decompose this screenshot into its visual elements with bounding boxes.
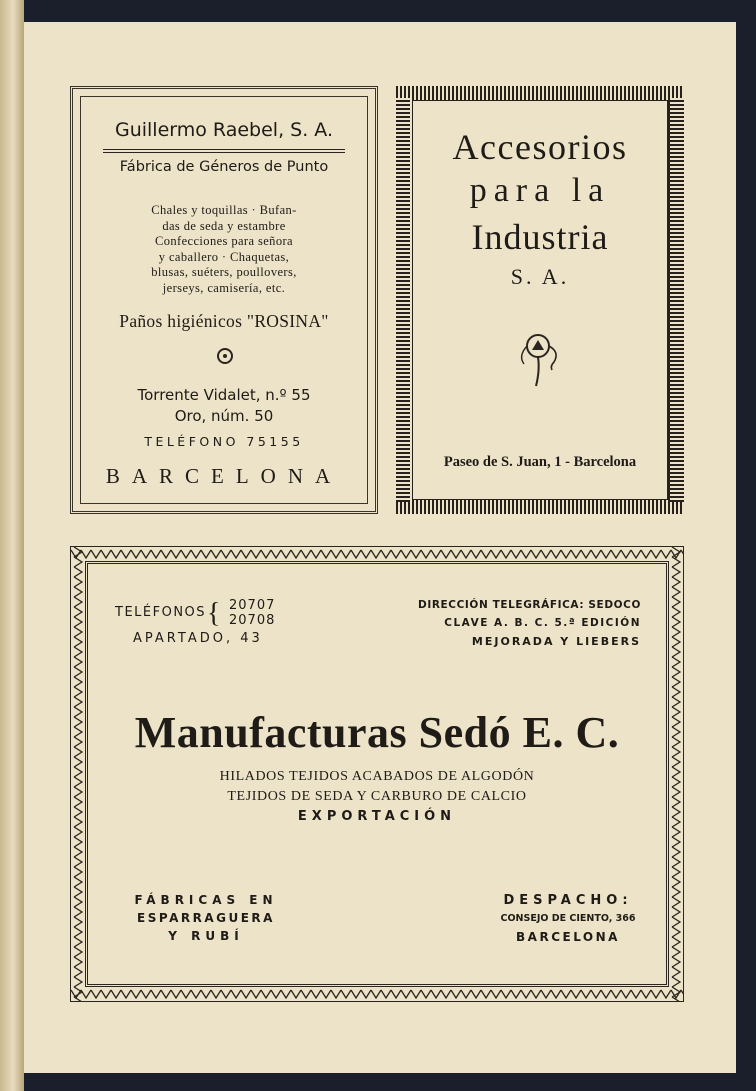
- sedo-phones-label: TELÉFONOS: [115, 605, 207, 620]
- raebel-company: Guillermo Raebel, S. A.: [114, 119, 333, 141]
- raebel-product-line: blusas, suéters, poullovers,: [151, 265, 297, 280]
- hatched-border-left: [396, 98, 410, 502]
- sedo-export: EXPORTACIÓN: [297, 809, 457, 824]
- raebel-city: BARCELONA: [105, 464, 343, 488]
- accesorios-address: Paseo de S. Juan, 1 - Barcelona: [443, 454, 637, 470]
- company-emblem-icon: [514, 330, 566, 388]
- sedo-mejorada: MEJORADA Y LIEBERS: [471, 635, 641, 648]
- raebel-address2: Oro, núm. 50: [174, 407, 274, 425]
- zigzag-border-bottom: [71, 989, 683, 999]
- accesorios-line3: Industria: [471, 217, 609, 257]
- sedo-phone1: 20707: [229, 598, 276, 613]
- sedo-despacho2: CONSEJO DE CIENTO, 366: [500, 913, 636, 924]
- brace-icon: {: [207, 598, 221, 629]
- sedo-despacho3: BARCELONA: [516, 930, 620, 944]
- raebel-product-line: y caballero · Chaquetas,: [158, 249, 290, 264]
- raebel-rule: [103, 149, 345, 153]
- sedo-company: Manufacturas Sedó E. C.: [134, 708, 620, 757]
- advert-accesorios: [396, 86, 684, 514]
- sedo-fabricas1: FÁBRICAS EN: [134, 893, 278, 907]
- sedo-clave: CLAVE A. B. C. 5.ª EDICIÓN: [444, 617, 641, 629]
- raebel-products: [73, 203, 375, 297]
- zigzag-border-top: [71, 549, 683, 559]
- sedo-apartado: APARTADO, 43: [133, 631, 263, 646]
- book-spine: [0, 0, 24, 1091]
- raebel-brand: Paños higiénicos "ROSINA": [119, 311, 329, 331]
- raebel-product-line: das de seda y estambre: [162, 218, 286, 233]
- sedo-despacho1: DESPACHO:: [503, 893, 633, 908]
- sedo-fabricas2: ESPARRAGUERA: [137, 911, 275, 925]
- raebel-subtitle: Fábrica de Géneros de Punto: [119, 159, 329, 175]
- sedo-line2: TEJIDOS DE SEDA Y CARBURO DE CALCIO: [227, 789, 527, 804]
- advert-raebel: [70, 86, 378, 514]
- accesorios-line4: S. A.: [510, 264, 570, 289]
- hatched-border-right: [670, 98, 684, 502]
- sedo-telegraph: DIRECCIÓN TELEGRÁFICA: SEDOCO: [418, 599, 641, 611]
- raebel-product-line: Confecciones para señora: [154, 234, 293, 249]
- sedo-fabricas3: Y RUBÍ: [168, 929, 244, 943]
- accesorios-line2: para la: [469, 172, 611, 209]
- sedo-line1: HILADOS TEJIDOS ACABADOS DE ALGODÓN: [219, 769, 535, 784]
- raebel-product-line: jerseys, camisería, etc.: [162, 280, 286, 295]
- advert-sedo: [70, 546, 684, 1002]
- ornament-icon: [216, 347, 234, 365]
- raebel-product-line: Chales y toquillas · Bufan-: [151, 203, 297, 217]
- sedo-phone2: 20708: [229, 613, 276, 628]
- raebel-phone: TELÉFONO 75155: [144, 434, 304, 449]
- raebel-address1: Torrente Vidalet, n.º 55: [137, 386, 311, 404]
- accesorios-line1: Accesorios: [452, 127, 628, 167]
